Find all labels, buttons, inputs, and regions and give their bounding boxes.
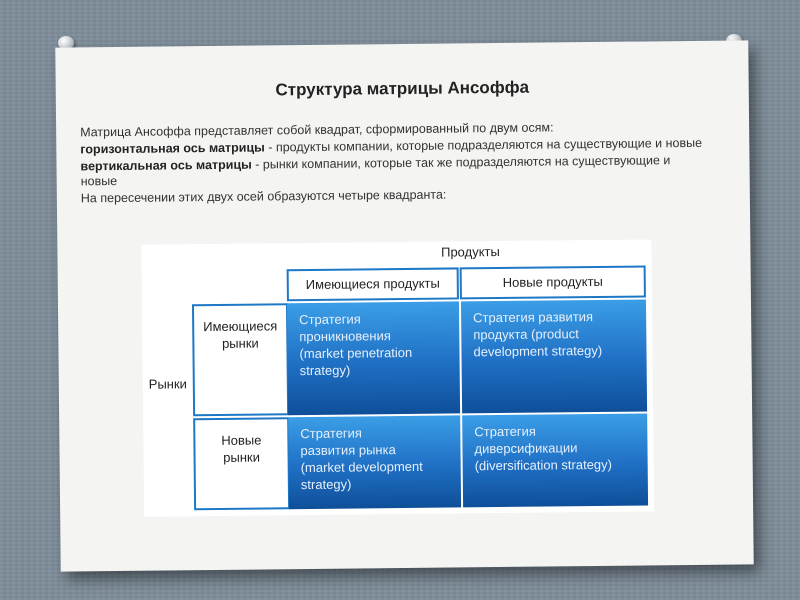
row-header-existing-markets: Имеющиеся рынки [192, 303, 289, 416]
slide-paper [55, 40, 753, 571]
horizontal-axis-description: - продукты компании, которые подразделяются на существующие и новые [264, 135, 703, 155]
axis-label-products: Продукты [440, 243, 500, 260]
slide-body-text [80, 119, 709, 209]
column-header-existing-products: Имеющиеся продукты [287, 267, 459, 301]
intro-text: Матрица Ансоффа представляет собой квадрат, сформированный по двум осям: [80, 120, 554, 140]
quadrant-diversification: Стратегия диверсификации (diversification strategy) [462, 413, 648, 507]
ansoff-matrix [141, 239, 654, 516]
slide-title: Структура матрицы Ансоффа [275, 77, 530, 100]
vertical-axis-paragraph [80, 153, 708, 190]
horizontal-axis-term: горизонтальная ось матрицы [80, 140, 265, 157]
vertical-axis-term: вертикальная ось матрицы [80, 157, 252, 174]
row-header-new-markets: Новые рынки [193, 417, 290, 510]
axis-label-markets: Рынки [148, 376, 187, 392]
conclusion-text: На пересечении этих двух осей образуются четыре квадранта: [80, 187, 447, 206]
quadrant-product-development: Стратегия развития продукта (product development strategy) [461, 299, 647, 413]
quadrant-market-development: Стратегия развития рынка (market development strategy) [288, 415, 461, 509]
column-header-new-products: Новые продукты [460, 265, 646, 299]
vertical-axis-description: - рынки компании, которые так же подразделяются на существующие и новые [80, 153, 671, 189]
quadrant-market-penetration: Стратегия проникновения (market penetration strategy) [287, 301, 460, 415]
